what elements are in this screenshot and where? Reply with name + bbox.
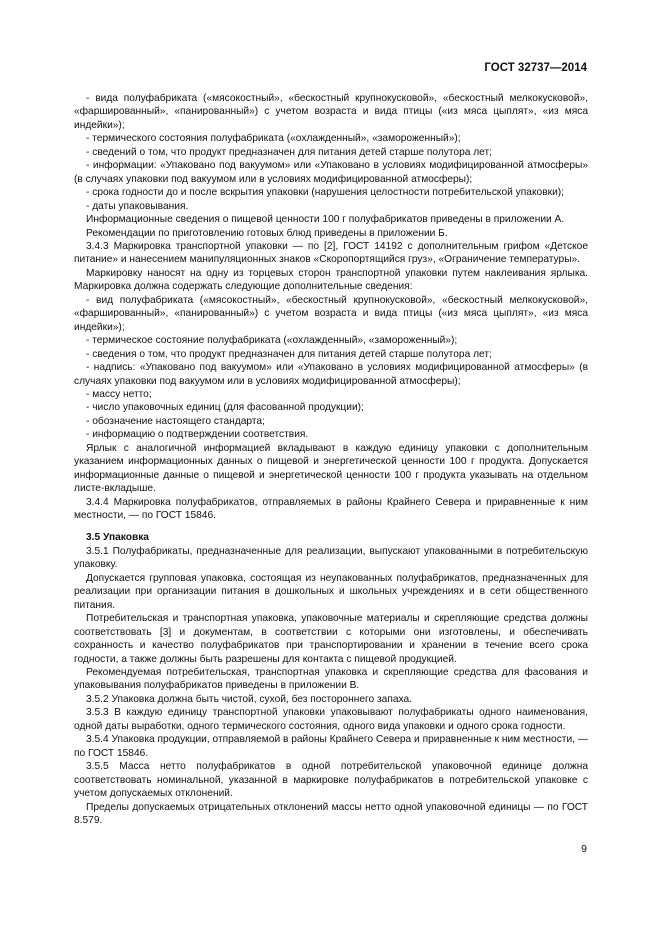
list-item: - термического состояния полуфабриката («охлажденный», «замороженный»);: [86, 133, 461, 145]
list-item: - сведений о том, что продукт предназначен для питания детей старше полутора лет;: [86, 146, 493, 158]
list-item: - сведения о том, что продукт предназначен для питания детей старше полутора лет;: [86, 348, 492, 360]
clause-3-5-1: 3.5.1 Полуфабрикаты, предназначенные для реализации, выпускают упакованными в потребительскую упаковку.: [74, 545, 588, 571]
list-item: - обозначение настоящего стандарта;: [86, 415, 265, 427]
list-item: - вида полуфабриката («мясокостный», «бескостный крупнокусковой», «бескостный мелкокусковой», «фаршированный», «панированный») с учетом возраста и вида птицы («из мяса цыплят», «из мяса индейки»);: [74, 93, 588, 131]
paragraph: Ярлык с аналогичной информацией вкладывают в каждую единицу упаковки с дополнительным указанием информационных данных о пищевой и энергетической ценности 100 г продукта. Допускается информационные данные о пищевой и энергетической ценности 100 г продукта указывать на отдельном листе-вкладыше.: [74, 442, 588, 495]
clause-3-4-3: 3.4.3 Маркировка транспортной упаковки — по [2], ГОСТ 14192 с дополнительным грифом «Детское питание» и нанесением манипуляционных знаков «Скоропортящийся груз», «Ограничение температуры».: [74, 240, 588, 266]
clause-3-5-4: 3.5.4 Упаковка продукции, отправляемой в районы Крайнего Севера и приравненные к ним местности, — по ГОСТ 15846.: [74, 734, 589, 759]
document-code: ГОСТ 32737—2014: [484, 62, 587, 74]
paragraph: Пределы допускаемых отрицательных отклонений массы нетто одной упаковочной единицы — по ГОСТ 8.579.: [74, 801, 588, 827]
clause-3-4-4: 3.4.4 Маркировка полуфабрикатов, отправляемых в районы Крайнего Севера и приравненные к ним местности, — по ГОСТ 15846.: [74, 496, 588, 522]
list-item: - надпись: «Упаковано под вакуумом» или «Упаковано в условиях модифицированной атмосферы» (в случаях упаковки под вакуумом или в условиях модифицированной атмосферы);: [74, 362, 588, 387]
list-item: - срока годности до и после вскрытия упаковки (нарушения целостности потребительской упаковки);: [86, 187, 564, 199]
section-heading: 3.5 Упаковка: [86, 531, 149, 543]
list-item: - число упаковочных единиц (для фасованной продукции);: [86, 402, 364, 414]
paragraph: Допускается групповая упаковка, состоящая из неупакованных полуфабрикатов, предназначенных для реализации при организации питания в дошкольных и школьных учреждениях и в сети общественного питания.: [74, 572, 588, 611]
list-item: - вид полуфабриката («мясокостный», «бескостный крупнокусковой», «бескостный мелкокусковой», «фаршированный», «панированный») с учетом возраста и вида птицы («из мяса цыплят», «из мяса индейки»);: [74, 294, 588, 333]
page-number: 9: [581, 843, 587, 855]
list-item: - термическое состояние полуфабриката («охлажденный», «замороженный»);: [86, 335, 458, 347]
paragraph: Рекомендуемая потребительская, транспортная упаковка и скрепляющие средства для фасования и упаковывания полуфабрикатов приведены в приложении В.: [74, 667, 588, 692]
paragraph: Маркировку наносят на одну из торцевых сторон транспортной упаковки путем наклеивания ярлыка. Маркировка должна содержать следующие дополнительные сведения:: [74, 267, 588, 293]
list-item: - информации: «Упаковано под вакуумом» или «Упаковано в условиях модифицированной атмосферы» (в случаях упаковки под вакуумом или в условиях модифицированной атмосферы);: [74, 160, 588, 185]
clause-3-5-5: 3.5.5 Масса нетто полуфабрикатов в одной потребительской упаковочной единице должна соответствовать номинальной, указанной в маркировке полуфабрикатов в потребительской упаковке с учетом допускаемых отклонений.: [74, 761, 588, 800]
list-item: - массу нетто;: [86, 388, 152, 400]
paragraph: Рекомендации по приготовлению готовых блюд приведены в приложении Б.: [86, 227, 448, 239]
clause-3-5-3: 3.5.3 В каждую единицу транспортной упаковки упаковывают полуфабрикаты одного наименования, одной даты выработки, одного термического состояния, одного вида упаковки и одного срока годности.: [74, 707, 588, 732]
paragraph: Информационные сведения о пищевой ценности 100 г полуфабрикатов приведены в приложении А.: [86, 214, 565, 226]
clause-3-5-2: 3.5.2 Упаковка должна быть чистой, сухой, без постороннего запаха.: [86, 693, 412, 705]
paragraph: Потребительская и транспортная упаковка, упаковочные материалы и скрепляющие средства должны соответствовать [3] и документам, в соответствии с которыми они изготовлены, и обеспечивать сохранность и качество полуфабрикатов при транспортировании и хранении в течение всего срока годности, а также должны быть разрешены для контакта с пищевой продукцией.: [74, 613, 588, 665]
list-item: - даты упаковывания.: [86, 200, 189, 212]
page-body: [74, 92, 588, 827]
list-item: - информацию о подтверждении соответствия.: [86, 429, 309, 441]
